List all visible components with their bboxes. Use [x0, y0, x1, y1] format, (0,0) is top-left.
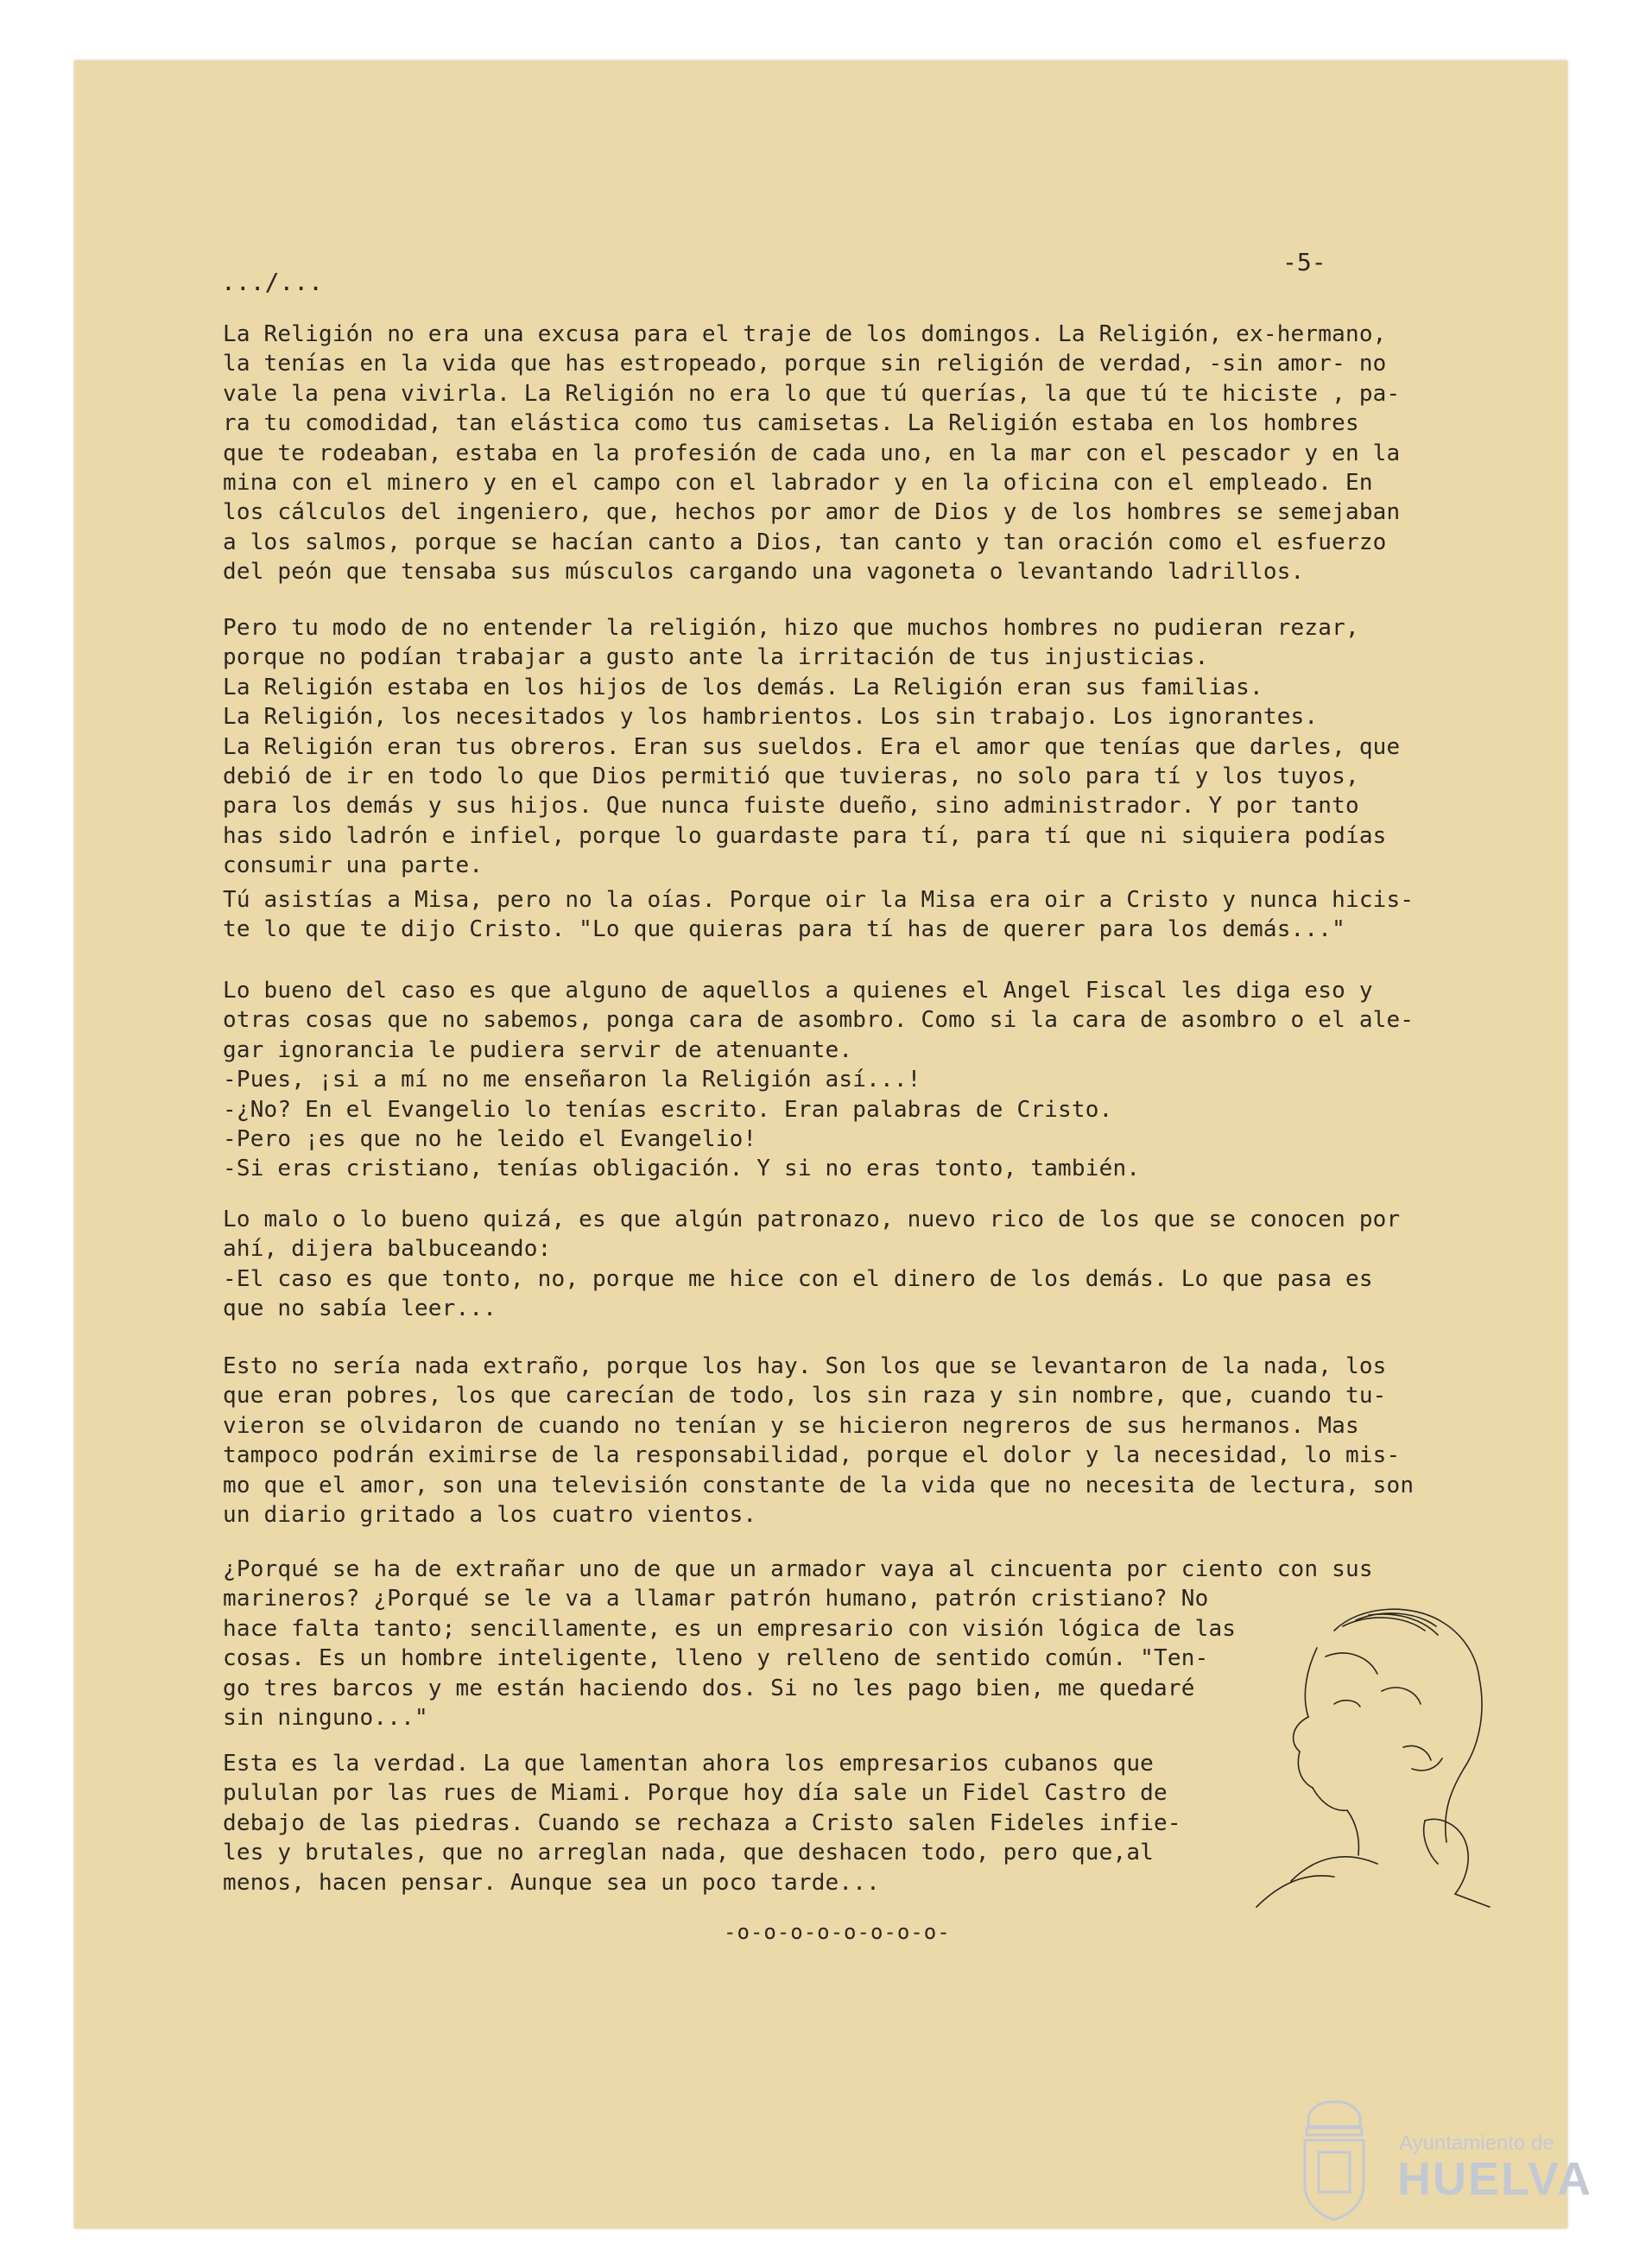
continuation-mark: .../...: [221, 268, 324, 296]
paragraph-6: Esto no sería nada extraño, porque los hay. Son los que se levantaron de la nada, los que eran pobres, los que carecían de todo, los sin raza y sin nombre, que, cuando tu- vieron se olvidaron de cuando no tenían y se hicieron negreros de sus hermanos. Mas tampoco podrán eximirse de la responsabilidad, porque el dolor y la necesidad, lo mis- mo que el amor, son una televisión constante de la vida que no necesita de lectura, son un diario gritado a los cuatro vientos.: [223, 1353, 1415, 1529]
page-number: -5-: [1282, 248, 1326, 276]
portrait-sketch: [1205, 1596, 1498, 1916]
watermark-line-2: HUELVA: [1397, 2153, 1592, 2205]
paragraph-3: Tú asistías a Misa, pero no la oías. Porque oir la Misa era oir a Cristo y nunca hicis- te lo que te dijo Cristo. "Lo que quieras para tí has de querer para los demás...": [223, 887, 1415, 943]
paragraph-1: La Religión no era una excusa para el traje de los domingos. La Religión, ex-hermano, la tenías en la vida que has estropeado, porque sin religión de verdad, -sin amor- no vale la pena vivirla. La Religión no era lo que tú querías, la que tú te hiciste , pa- ra tu comodidad, tan elástica como tus camisetas. La Religión estaba en los hombres que te rodeaban, estaba en la profesión de cada uno, en la mar con el pescador y en la mina con el minero y en el campo con el labrador y en la oficina con el empleado. En los cálculos del ingeniero, que, hechos por amor de Dios y de los hombres se semejaban a los salmos, porque se hacían canto a Dios, tan canto y tan oración como el esfuerzo del peón que tensaba sus músculos cargando una vagoneta o levantando ladrillos.: [223, 321, 1401, 586]
paragraph-2: Pero tu modo de no entender la religión, hizo que muchos hombres no pudieran rezar, porque no podían trabajar a gusto ante la irritación de tus injusticias. La Religión estaba en los hijos de los demás. La Religión eran sus familias. La Religión, los necesitados y los hambrientos. Los sin trabajo. Los ignorantes. La Religión eran tus obreros. Eran sus sueldos. Era el amor que tenías que darles, que debió de ir en todo lo que Dios permitió que tuvieras, no solo para tí y los tuyos, para los demás y sus hijos. Que nunca fuiste dueño, sino administrador. Y por tanto has sido ladrón e infiel, porque lo guardaste para tí, para tí que ni siquiera podías consumir una parte.: [223, 615, 1401, 879]
paragraph-8: Esta es la verdad. La que lamentan ahora los empresarios cubanos que pululan por las rues de Miami. Porque hoy día sale un Fidel Castro de debajo de las piedras. Cuando se rechaza a Cristo salen Fideles infie- les y brutales, que no arreglan nada, que deshacen todo, pero que,al menos, hacen pensar. Aunque sea un poco tarde...: [223, 1751, 1181, 1896]
closing-rule: -o-o-o-o-o-o-o-o-: [724, 1920, 951, 1944]
paragraph-4: Lo bueno del caso es que alguno de aquellos a quienes el Angel Fiscal les diga eso y otras cosas que no sabemos, ponga cara de asombro. Como si la cara de asombro o el ale- gar ignorancia le pudiera servir de atenuante. -Pues, ¡si a mí no me enseñaron la Religión así...! -¿No? En el Evangelio lo tenías escrito. Eran palabras de Cristo. -Pero ¡es que no he leido el Evangelio! -Si eras cristiano, tenías obligación. Y si no eras tonto, también.: [223, 978, 1415, 1182]
paragraph-5: Lo malo o lo bueno quizá, es que algún patronazo, nuevo rico de los que se conocen por ahí, dijera balbuceando: -El caso es que tonto, no, porque me hice con el dinero de los demás. Lo que pasa es que no sabía leer...: [223, 1207, 1401, 1322]
watermark-line-1: Ayuntamiento de: [1399, 2132, 1554, 2155]
paragraph-7: ¿Porqué se ha de extrañar uno de que un armador vaya al cincuenta por ciento con sus marineros? ¿Porqué se le va a llamar patrón humano, patrón cristiano? No hace falta tanto; sencillamente, es un empresario con visión lógica de las cosas. Es un hombre inteligente, lleno y relleno de sentido común. "Ten- go tres barcos y me están haciendo dos. Si no les pago bien, me quedaré sin ninguno...": [223, 1556, 1373, 1732]
